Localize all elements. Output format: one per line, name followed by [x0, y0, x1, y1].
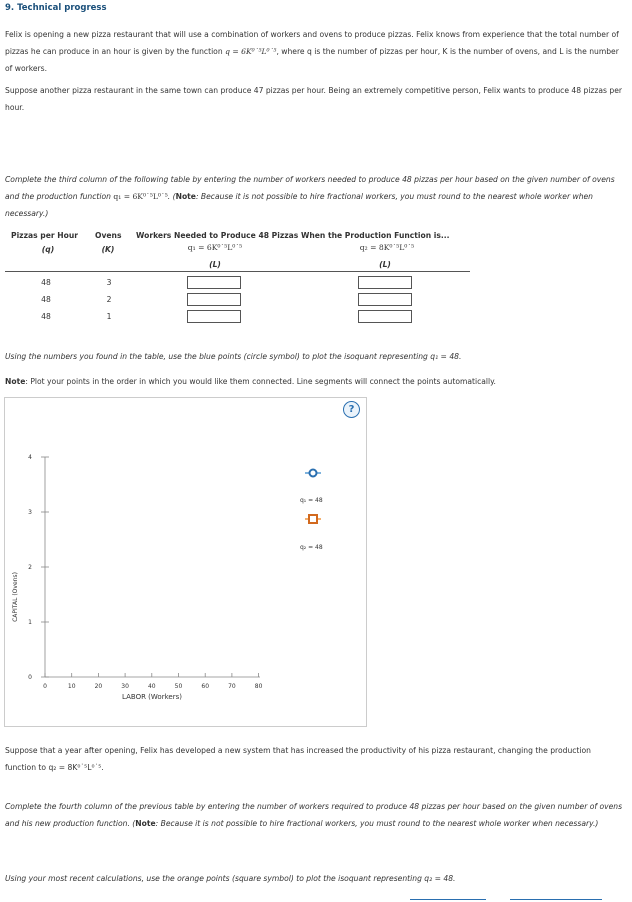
y-tick-label: 4	[28, 454, 32, 461]
instruction-1	[5, 171, 623, 222]
instruction-4: Using your most recent calculations, use the orange points (square symbol) to plot the isoquant representing q₂ = 48.	[5, 874, 456, 883]
instruction-3	[5, 798, 623, 832]
x-tick-label: 0	[43, 683, 47, 690]
x-tick-label: 50	[174, 683, 183, 690]
paragraph-3: Suppose that a year after opening, Felix has developed a new system that has increased the productivity of his pizza restaurant, changing the production function to q₂ = 8K⁰˙⁵L⁰˙⁵.	[5, 746, 591, 772]
y-ticks	[28, 454, 49, 681]
col-subheader-l2: (L)	[379, 260, 391, 269]
table-cell-k: 2	[106, 295, 112, 304]
instruction-2: Using the numbers you found in the table, use the blue points (circle symbol) to plot the isoquant representing q₁ = 48.	[5, 352, 462, 361]
x-ticks	[43, 673, 263, 690]
workers-q2-input-row1[interactable]	[358, 276, 412, 289]
y-tick-label: 1	[28, 619, 32, 626]
table-cell-q: 48	[41, 278, 51, 287]
instruction-1-formula: q₁ = 6K⁰˙⁵L⁰˙⁵	[113, 192, 168, 201]
isoquant-graph[interactable]	[0, 397, 366, 727]
instruction-3-text-b: : Because it is not possible to hire fractional workers, you must round to the nearest whole worker when necessary.)	[155, 819, 599, 828]
blue-circle-tool-icon[interactable]	[310, 470, 317, 477]
table-cell-q: 48	[41, 312, 51, 321]
orange-square-tool-icon[interactable]	[309, 515, 317, 523]
x-tick-label: 10	[67, 683, 76, 690]
note-2	[5, 373, 623, 390]
x-tick-label: 30	[121, 683, 129, 690]
intro-text-b: , where q is the number of pizzas per hour, K is the number of ovens, and L is the number of workers.	[5, 47, 619, 73]
production-formula: q = 6K⁰˙⁵L⁰˙⁵	[225, 47, 277, 56]
col-subheader-k: (K)	[101, 245, 115, 254]
note-2-label: Note	[5, 377, 26, 386]
x-tick-label: 20	[94, 683, 103, 690]
col-header-pizzas: Pizzas per Hour	[11, 231, 78, 240]
instruction-1-note-label: Note	[175, 192, 196, 201]
instruction-1-text-b: . (	[167, 192, 176, 201]
y-tick-label: 2	[28, 564, 32, 571]
col-subheader-q: (q)	[41, 245, 55, 254]
workers-q2-input-row2[interactable]	[358, 293, 412, 306]
y-tick-label: 0	[28, 674, 32, 681]
table-header-divider	[5, 271, 470, 272]
table-cell-k: 3	[106, 278, 112, 287]
x-tick-label: 40	[147, 683, 156, 690]
intro-paragraph-1	[5, 26, 623, 77]
intro-paragraph-2: Suppose another pizza restaurant in the same town can produce 47 pizzas per hour. Being an extremely competitive person, Felix wants to produce 48 pizzas per hour.	[5, 86, 623, 112]
workers-q1-input-row2[interactable]	[187, 293, 241, 306]
workers-q1-input-row1[interactable]	[187, 276, 241, 289]
x-tick-label: 60	[201, 683, 210, 690]
col-header-ovens: Ovens	[95, 231, 122, 240]
legend-q2-label: q₂ = 48	[300, 544, 323, 551]
tab-divider-1	[410, 899, 486, 900]
x-axis-label: LABOR (Workers)	[122, 693, 182, 701]
tab-divider-2	[510, 899, 602, 900]
col-formula-q1: q₁ = 6K⁰˙⁵L⁰˙⁵	[187, 243, 243, 252]
legend-q1-label: q₁ = 48	[300, 497, 323, 504]
instruction-1-text-c: : Because it is not possible to hire fractional workers, you must round to the nearest whole worker when necessary.)	[5, 192, 593, 218]
instruction-3-note-label: Note	[135, 819, 156, 828]
note-2-text: : Plot your points in the order in which you would like them connected. Line segments will connect the points automatically.	[25, 377, 496, 386]
help-icon[interactable]: ?	[343, 401, 360, 418]
instruction-3-text-a: Complete the fourth column of the previous table by entering the number of workers required to produce 48 pizzas per hour based on the given number of ovens and his new production function. (	[5, 802, 623, 828]
col-subheader-l1: (L)	[209, 260, 221, 269]
col-header-workers: Workers Needed to Produce 48 Pizzas When the Production Function is...	[136, 231, 450, 240]
workers-q1-input-row3[interactable]	[187, 310, 241, 323]
table-cell-q: 48	[41, 295, 51, 304]
y-axis-label: CAPITAL (Ovens)	[12, 572, 19, 622]
instruction-1-text-a: Complete the third column of the following table by entering the number of workers needed to produce 48 pizzas per hour based on the given number of ovens and the production function	[5, 175, 615, 201]
page-title: 9. Technical progress	[5, 3, 107, 13]
workers-q2-input-row3[interactable]	[358, 310, 412, 323]
intro-text-a: Felix is opening a new pizza restaurant that will use a combination of workers and ovens to produce pizzas. Felix knows from experience that the total number of pizzas he can produce in an hour is given by the function	[5, 30, 619, 56]
x-tick-label: 70	[228, 683, 236, 690]
table-cell-k: 1	[106, 312, 112, 321]
y-tick-label: 3	[28, 509, 32, 516]
x-tick-label: 80	[254, 683, 263, 690]
col-formula-q2: q₂ = 8K⁰˙⁵L⁰˙⁵	[359, 243, 415, 252]
